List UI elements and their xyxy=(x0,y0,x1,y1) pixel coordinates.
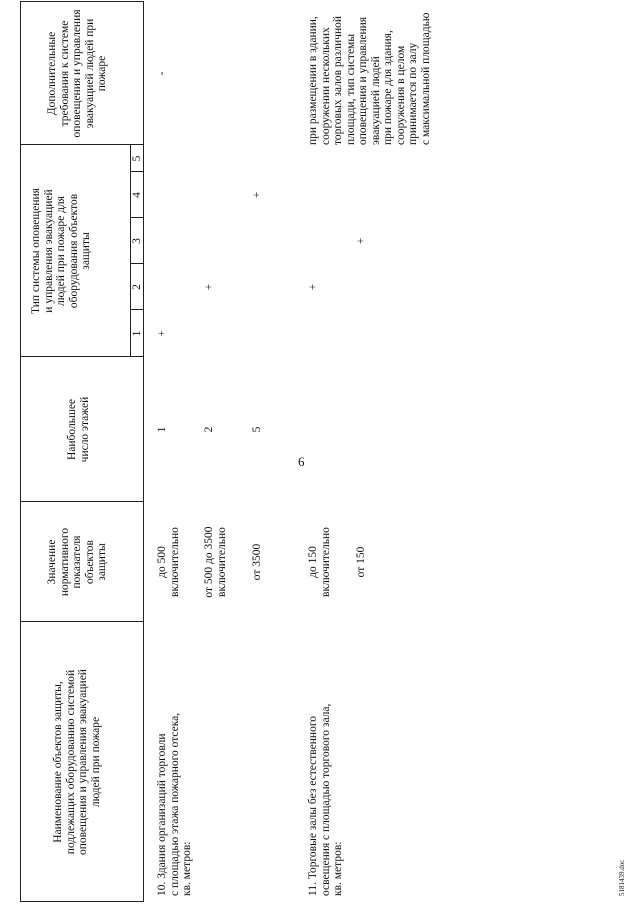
row-10-extra: - xyxy=(156,71,168,76)
row-10-value-1: до 500 включительно xyxy=(156,527,181,597)
row-10-floors-1: 1 xyxy=(156,426,168,433)
row-11-name: 11. Торговые залы без естественного освещения с площадью торгового зала, кв. метров: xyxy=(307,703,344,896)
row-11-value-2: от 150 xyxy=(355,546,367,578)
header-norm-value: Значение нормативного показателя объектов защиты xyxy=(46,527,108,597)
row-11-type-mark-1: + xyxy=(307,283,319,291)
header-bottom-border xyxy=(143,2,144,902)
subheader-type-2: 2 xyxy=(131,284,143,290)
file-reference: 5181439.doc xyxy=(618,859,626,896)
row-10-type-mark-2: + xyxy=(203,283,215,291)
row-10-floors-3: 5 xyxy=(251,426,263,433)
row-10-type-mark-1: + xyxy=(156,330,168,337)
subheader-type-4: 4 xyxy=(131,192,143,198)
row-10-floors-2: 2 xyxy=(203,426,215,433)
row-11-type-mark-2: + xyxy=(355,237,367,245)
header-additional-requirements: Дополнительные требования к системе оповещения и управления эвакуацией людей при пожаре xyxy=(46,9,108,138)
header-max-floors: Наибольшее число этажей xyxy=(66,396,91,463)
row-10-type-mark-3: + xyxy=(251,191,263,199)
row-10-value-3: от 3500 xyxy=(251,543,263,581)
subheader-type-3: 3 xyxy=(131,238,143,244)
row-11-value-1: до 150 включительно xyxy=(307,527,332,597)
row-11-extra: при размещении в здании, сооружении нескольких торговых залов различной площади, тип системы оповещения и управления эвакуацией людей при пожаре для здания, сооружения в целом принимается по залу с максимальной площадью xyxy=(307,12,432,145)
row-10-value-2: от 500 до 3500 включительно xyxy=(203,526,228,598)
rotated-table xyxy=(20,2,620,902)
row-10-name: 10. Здания организаций торговли с площадью этажа пожарного отсека, кв. метров: xyxy=(156,712,193,896)
header-object-name: Наименование объектов защиты, подлежащих оборудованию системой оповещения и управления эвакуацией людей при пожаре xyxy=(52,669,102,855)
header-system-type: Тип системы оповещения и управления эвакуацией людей при пожаре для оборудования объектов защиты xyxy=(30,188,92,314)
table-top-border xyxy=(20,2,21,902)
subheader-type-5: 5 xyxy=(131,155,143,162)
page-number: 6 xyxy=(298,454,305,469)
subheader-type-1: 1 xyxy=(131,330,143,337)
